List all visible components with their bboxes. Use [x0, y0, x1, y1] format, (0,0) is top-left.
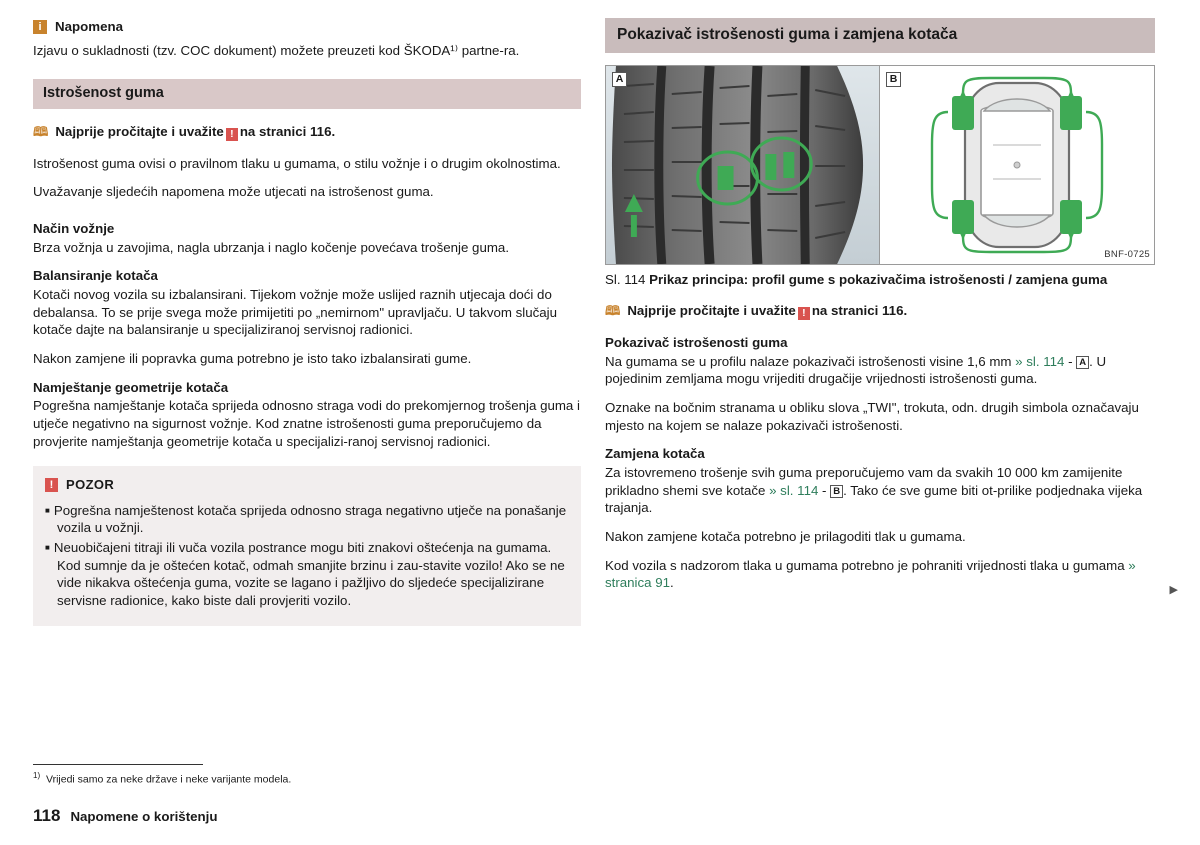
footnote-marker: 1): [33, 771, 41, 780]
pozor-bullet: ■ Pogrešna namještenost kotača sprijeda odnosno straga negativno utječe na ponašanje vozila u vožnji.: [45, 502, 569, 537]
block-balansiranje: [33, 267, 581, 339]
block-text: [605, 464, 1155, 517]
block-text: Kotači novog vozila su izbalansirani. Tijekom vožnje može uslijed raznih utjecaja doći do debalansa. To se prije svega može primijetiti po „nemirnom" upravljaču. U takvom slučaju kotače dajte na balansiranje u specijaliziranoj servisnoj radionici.: [33, 286, 558, 338]
figure-caption-text: Prikaz principa: profil gume s pokazivačima istrošenosti / zamjena guma: [649, 271, 1108, 287]
tyre-tread-illustration: [606, 66, 879, 264]
block-heading: Pokazivač istrošenosti guma: [605, 334, 788, 350]
note-body: Izjavu o sukladnosti (tzv. COC dokument) možete preuzeti kod ŠKODA¹⁾ partne-ra.: [33, 42, 520, 58]
footnote-text: Vrijedi samo za neke države i neke varijante modela.: [45, 773, 292, 786]
block-heading: Zamjena kotača: [605, 446, 705, 462]
page-number: 118: [33, 806, 61, 825]
block-heading: Namještanje geometrije kotača: [33, 379, 229, 395]
book-icon: 🕮: [605, 302, 620, 318]
block-nakon-zamjene: [605, 528, 1155, 546]
block-text: Brza vožnja u zavojima, nagla ubrzanja i naglo kočenje povećava trošenje guma.: [33, 239, 510, 255]
block-text: Oznake na bočnim stranama u obliku slova „TWI", trokuta, odn. drugih simbola označavaju mjesto na kojem se nalaze pokazivači istrošenosti.: [605, 399, 1139, 433]
warning-icon: !: [798, 307, 810, 320]
ref-box-a: A: [1076, 356, 1089, 369]
block-zamjena-kotaca: [605, 445, 1155, 517]
continue-arrow-icon: ▶: [1169, 584, 1178, 596]
pozor-box: [33, 466, 581, 625]
figure-panel-a: [606, 66, 880, 264]
read-first-line-left: [33, 123, 581, 141]
page-reference-link[interactable]: » stranica 91: [605, 557, 1136, 591]
read-first-suffix: na stranici 116.: [811, 302, 908, 318]
figure-label-a: A: [612, 72, 627, 87]
text-part: .: [670, 575, 674, 591]
figure-reference-link[interactable]: » sl. 114: [1015, 353, 1065, 369]
page-footer: [33, 805, 217, 828]
block-nacin-voznje: [33, 220, 581, 256]
block-pokazivac: [605, 334, 1155, 388]
figure-reference-link[interactable]: » sl. 114: [769, 482, 819, 498]
block-heading: Način vožnje: [33, 220, 115, 236]
block-text: [605, 557, 1155, 592]
figure-114: [605, 65, 1155, 265]
read-first-line-right: [605, 302, 1155, 320]
read-first-prefix: Najprije pročitajte i uvažite: [55, 123, 224, 139]
pozor-title: POZOR: [66, 477, 115, 493]
left-column: [33, 18, 581, 626]
text-part: -: [1064, 353, 1077, 369]
text-part: . U pojedinim zemljama mogu vrijediti drugačije vrijednosti istrošenosti guma.: [605, 353, 1107, 387]
text-part: Za istovremeno trošenje svih guma preporučujemo vam da svakih 10 000 km zamijenite prikladno shemi sve kotače: [605, 464, 1123, 498]
warning-icon: !: [45, 478, 58, 492]
figure-caption-label: Sl. 114: [605, 271, 646, 287]
text-part: Na gumama se u profilu nalaze pokazivači istrošenosti visine 1,6 mm: [605, 353, 1016, 369]
block-text: Nakon zamjene kotača potrebno je prilagoditi tlak u gumama.: [605, 528, 966, 544]
warning-icon: !: [226, 128, 238, 141]
read-first-prefix: Najprije pročitajte i uvažite: [627, 302, 796, 318]
figure-panel-b: [880, 66, 1154, 264]
block-heading: Balansiranje kotača: [33, 268, 158, 284]
note-title: Napomena: [55, 19, 123, 34]
book-icon: 🕮: [33, 123, 48, 139]
figure-label-b: B: [886, 72, 901, 87]
section-title-istrosenost: Istrošenost guma: [33, 79, 581, 108]
read-first-suffix: na stranici 116.: [239, 123, 336, 139]
right-column: [605, 18, 1155, 603]
pozor-header: [45, 476, 569, 493]
note-header: [33, 18, 581, 36]
footnote-divider: [33, 764, 203, 765]
paragraph-0: Istrošenost guma ovisi o pravilnom tlaku u gumama, o stilu vožnje i o drugim okolnostima.: [33, 155, 561, 171]
pozor-bullet: ■ Neuobičajeni titraji ili vuča vozila postrance mogu biti znakovi oštećenja na gumama. Kod sumnje da je oštećen kotač, odmah smanjite brzinu i zau-stavite vozilo! Ako se ne vide nikakva oštećenja guma, vozite se lagano i pažljivo do sljedeće specijalizirane servisne radionice, kako biste dali provjeriti vozilo.: [45, 539, 569, 610]
block-nadzor-tlaka: [605, 557, 1155, 592]
wheel-rotation-scheme: [880, 66, 1154, 264]
block-balansiranje-extra: [33, 350, 581, 368]
figure-code: BNF-0725: [1104, 248, 1150, 260]
ref-box-b: B: [830, 485, 843, 498]
block-text: [605, 353, 1155, 388]
block-geometrija: [33, 379, 581, 451]
text-part: -: [818, 482, 831, 498]
info-icon: i: [33, 20, 47, 34]
paragraph-1: Uvažavanje sljedećih napomena može utjecati na istrošenost guma.: [33, 184, 434, 200]
block-oznake: [605, 399, 1155, 434]
section-title-pokazivac: Pokazivač istrošenosti guma i zamjena kotača: [605, 18, 1155, 53]
figure-caption: [605, 271, 1155, 288]
chapter-title: Napomene o korištenju: [70, 809, 218, 824]
block-text: Nakon zamjene ili popravka guma potrebno je isto tako izbalansirati gume.: [33, 351, 472, 366]
note-block: [33, 18, 581, 59]
footnote: [33, 771, 291, 787]
text-part: Kod vozila s nadzorom tlaka u gumama potrebno je pohraniti vrijednosti tlaka u gumama: [605, 557, 1129, 573]
text-part: . Tako će sve gume biti ot-prilike podjednaka vijeka trajanja.: [605, 482, 1143, 516]
block-text: Pogrešna namještanje kotača sprijeda odnosno straga vodi do prekomjernog trošenja guma i utječe negativno na sigurnost vožnje. Kod znatne istrošenosti guma preporučujemo da provjerite namještanja geometrije kotača u specijalizi-ranoj servisnoj radionici.: [33, 398, 580, 449]
